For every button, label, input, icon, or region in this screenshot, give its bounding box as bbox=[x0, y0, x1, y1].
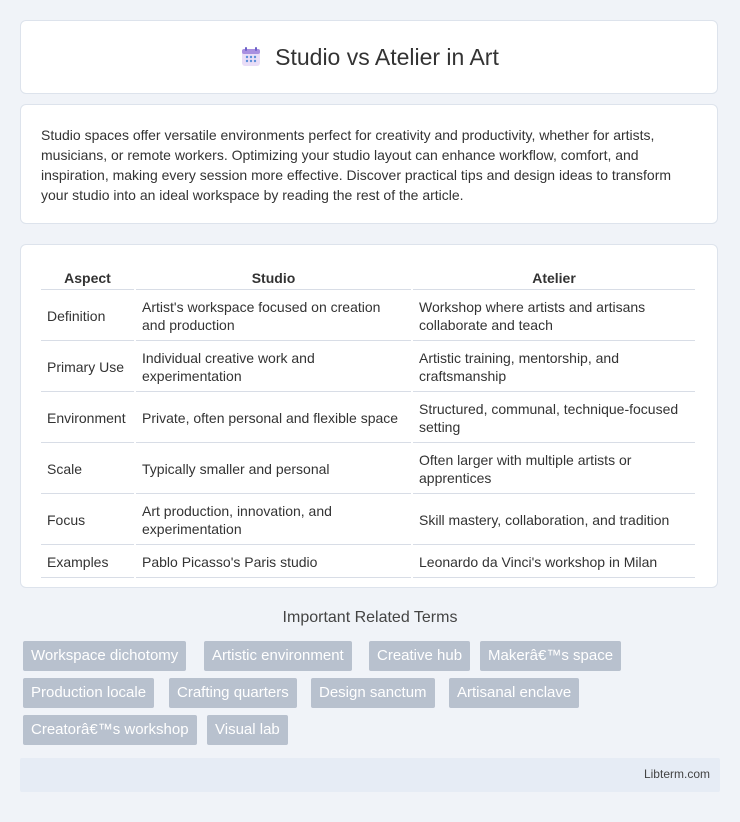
title-card bbox=[20, 20, 718, 94]
comparison-table bbox=[39, 265, 697, 580]
table-row bbox=[41, 343, 695, 392]
cell-aspect: Primary Use bbox=[41, 343, 134, 392]
cell-studio: Typically smaller and personal bbox=[136, 445, 411, 494]
tag-link[interactable]: Design sanctum bbox=[311, 678, 435, 708]
table-row bbox=[41, 445, 695, 494]
tag-link[interactable]: Makerâ€™s space bbox=[480, 641, 621, 671]
comparison-card bbox=[20, 244, 718, 588]
cell-atelier: Workshop where artists and artisans collaborate and teach bbox=[413, 292, 695, 341]
footer-brand[interactable]: Libterm.com bbox=[643, 767, 710, 781]
table-row bbox=[41, 547, 695, 578]
related-terms-title: Important Related Terms bbox=[282, 609, 458, 626]
tag-link[interactable]: Artistic environment bbox=[204, 641, 352, 671]
cell-aspect: Focus bbox=[41, 496, 134, 545]
cell-studio: Individual creative work and experimentation bbox=[136, 343, 411, 392]
header-aspect: Aspect bbox=[41, 267, 134, 290]
tag-link[interactable]: Creative hub bbox=[369, 641, 470, 671]
tag-link[interactable]: Visual lab bbox=[207, 715, 288, 745]
cell-studio: Artist's workspace focused on creation and production bbox=[136, 292, 411, 341]
calendar-icon bbox=[239, 45, 263, 69]
cell-studio: Private, often personal and flexible space bbox=[136, 394, 411, 443]
intro-card bbox=[20, 104, 718, 224]
header-studio: Studio bbox=[136, 267, 411, 290]
page-title: Studio vs Atelier in Art bbox=[275, 43, 499, 70]
cell-aspect: Examples bbox=[41, 547, 134, 578]
tag-link[interactable]: Crafting quarters bbox=[169, 678, 297, 708]
cell-aspect: Environment bbox=[41, 394, 134, 443]
cell-atelier: Artistic training, mentorship, and craftsmanship bbox=[413, 343, 695, 392]
intro-text: Studio spaces offer versatile environments perfect for creativity and productivity, whether for artists, musicians, or remote workers. Optimizing your studio layout can enhance workflow, comfort, and inspiration, making every session more effective. Discover practical tips and design ideas to transform your studio into an ideal workspace by reading the rest of the article. bbox=[41, 127, 672, 203]
footer bbox=[20, 758, 720, 792]
table-header-row bbox=[41, 267, 695, 290]
table-row bbox=[41, 496, 695, 545]
tag-link[interactable]: Production locale bbox=[23, 678, 154, 708]
table-row bbox=[41, 394, 695, 443]
tag-link[interactable]: Workspace dichotomy bbox=[23, 641, 186, 671]
cell-atelier: Skill mastery, collaboration, and tradition bbox=[413, 496, 695, 545]
header-atelier: Atelier bbox=[413, 267, 695, 290]
tag-link[interactable]: Creatorâ€™s workshop bbox=[23, 715, 197, 745]
cell-aspect: Scale bbox=[41, 445, 134, 494]
cell-atelier: Leonardo da Vinci's workshop in Milan bbox=[413, 547, 695, 578]
table-row bbox=[41, 292, 695, 341]
cell-studio: Pablo Picasso's Paris studio bbox=[136, 547, 411, 578]
cell-atelier: Often larger with multiple artists or apprentices bbox=[413, 445, 695, 494]
tag-link[interactable]: Artisanal enclave bbox=[449, 678, 579, 708]
cell-atelier: Structured, communal, technique-focused setting bbox=[413, 394, 695, 443]
cell-aspect: Definition bbox=[41, 292, 134, 341]
cell-studio: Art production, innovation, and experimentation bbox=[136, 496, 411, 545]
